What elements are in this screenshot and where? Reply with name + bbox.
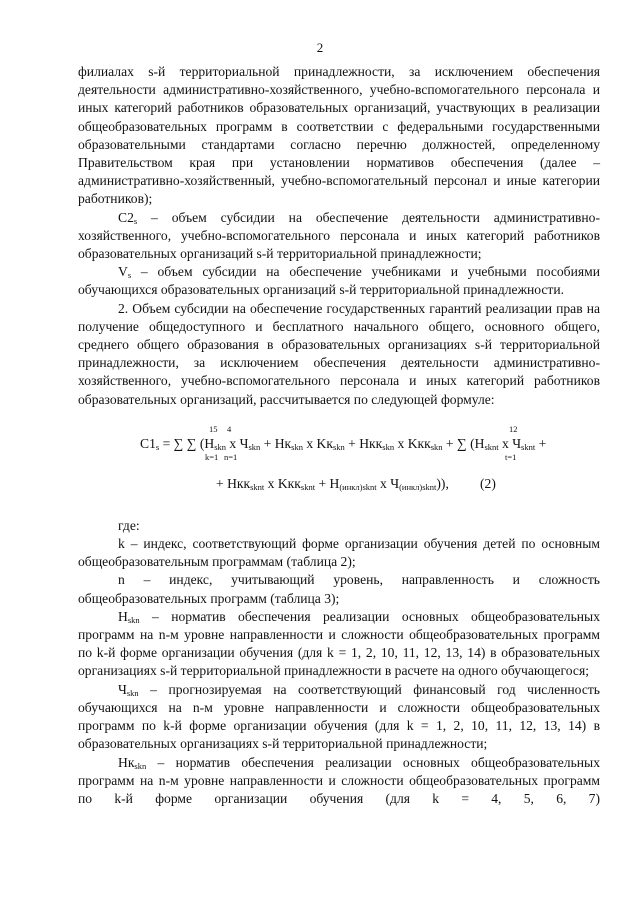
formula-sub: (инкл)sknt — [399, 481, 437, 492]
formula-sub: (инкл)sknt — [339, 481, 377, 492]
formula-sub: sknt — [521, 441, 536, 452]
formula-sub: sknt — [300, 481, 316, 492]
symbol-k: k — [118, 536, 125, 552]
formula-line-2 — [216, 475, 449, 493]
definition-n — [78, 571, 600, 607]
definition-v-text: – объем субсидии на обеспечение учебниками и учебными пособиями обучающихся образовательных организаций s-й территориальной принадлежности. — [78, 264, 600, 298]
paragraph-2: 2. Объем субсидии на обеспечение государственных гарантий реализации прав на получение общедоступного и бесплатного начального общего, основного общего, среднего общего образования в образовательных организациях s-й территориальной принадлежности, за исключением обеспечения деятельности административно-хозяйственного, учебно-вспомогательного персонала и иных категорий работников образовательных организаций, рассчитывается по следующей формуле: — [78, 300, 600, 407]
formula-ch: Ч — [512, 435, 522, 451]
formula-sub: sknt — [484, 441, 499, 452]
formula-2 — [78, 423, 600, 507]
formula-sums: = ∑ ∑ (H — [159, 435, 215, 451]
formula-sub: skn — [291, 441, 303, 452]
formula-plus: + — [535, 435, 547, 451]
sum2-lower: n=1 — [224, 451, 238, 462]
formula-sub: skn — [248, 441, 261, 452]
definition-h-text: – норматив обеспечения реализации основных общеобразовательных программ на n-м уровне направленности и сложности общеобразовательных программ по k-й форме организации обучения (для k = 1, 2, 10, 11, 12, 13, 14) в образовательных организациях s-й территориальной принадлежности в расчете на одного обучающегося; — [78, 608, 600, 679]
sum1-lower: k=1 — [205, 451, 219, 462]
sum1-upper: 15 — [209, 423, 218, 434]
page-number: 2 — [316, 40, 324, 55]
definition-k — [78, 535, 600, 571]
paragraph-filials: филиалах s-й территориальной принадлежности, за исключением обеспечения деятельности административно-хозяйственного, учебно-вспомогательного персонала и иных категорий работников образовательных организаций, участвующих в реализации общеобразовательных программ в соответствии с федеральными государственными образовательными стандартами согласно перечню должностей, определенному Правительством края при установлении нормативов обеспечения (далее – административно-хозяйственный, учебно-вспомогательный персонал и иные категории работников); — [78, 64, 600, 207]
formula-sub: skn — [430, 441, 443, 452]
formula-hkk: + Hкк — [216, 475, 251, 491]
sum3-lower: t=1 — [505, 451, 517, 462]
formula-lhs: C1 — [140, 435, 156, 451]
formula-kkk: x Kкк — [264, 475, 301, 491]
formula-sub: skn — [214, 441, 226, 452]
symbol-c2: C2 — [118, 209, 134, 225]
formula-hk: + Hк — [260, 435, 292, 451]
symbol-c2-sub: s — [133, 215, 138, 226]
formula-hkk: + Hкк — [344, 435, 383, 451]
where-label: где: — [118, 517, 140, 533]
formula-ch: Ч — [239, 435, 249, 451]
definition-c2-text: – объем субсидии на обеспечение деятельности административно-хозяйственного, учебно-вспомогательного персонала и иных категорий работников образовательных организаций s-й территориальной принадлежности; — [78, 209, 600, 262]
formula-kk: x Kк — [302, 435, 333, 451]
formula-number: (2) — [480, 475, 496, 491]
symbol-v: V — [118, 264, 128, 280]
formula-line-1 — [140, 435, 546, 453]
formula-lhs-sub: s — [155, 441, 160, 452]
symbol-h-sub: skn — [127, 614, 140, 625]
formula-times: x — [498, 435, 513, 451]
formula-sub: skn — [382, 441, 395, 452]
symbol-ch-sub: skn — [126, 687, 139, 698]
formula-h: + H — [315, 475, 340, 491]
definition-h — [78, 608, 600, 681]
symbol-hk: Hк — [118, 754, 135, 770]
formula-ch: x Ч — [376, 475, 400, 491]
symbol-h: H — [118, 608, 128, 624]
formula-times: x — [226, 435, 240, 451]
definition-c2 — [78, 209, 600, 264]
formula-kkk: x Kкк — [394, 435, 431, 451]
sum3-upper: 12 — [509, 423, 518, 434]
symbol-hk-sub: skn — [134, 760, 147, 771]
definition-ch-text: – прогнозируемая на соответствующий финансовый год численность обучающихся на n-м уровне направленности и сложности общеобразовательных программ по k-й форме организации обучения (для k = 1, 2, 10, 11, 12, 13, 14) в образовательных организациях s-й территориальной принадлежности; — [78, 681, 600, 752]
definition-hk — [78, 754, 600, 809]
definition-k-text: – индекс, соответствующий форме организации обучения детей по основным общеобразовательным программам (таблица 2); — [78, 536, 600, 570]
formula-sub: skn — [332, 441, 345, 452]
formula-sum3: + ∑ (H — [442, 435, 485, 451]
document-body — [78, 63, 600, 808]
symbol-ch: Ч — [118, 681, 127, 697]
formula-close: )), — [436, 475, 449, 491]
symbol-v-sub: s — [127, 270, 132, 281]
definition-v — [78, 263, 600, 299]
symbol-n: n — [118, 572, 125, 588]
definition-n-text: – индекс, учитывающий уровень, направленность и сложность общеобразовательных программ (таблица 3); — [78, 572, 600, 606]
sum2-upper: 4 — [227, 423, 232, 434]
formula-sub: sknt — [250, 481, 265, 492]
definition-ch — [78, 681, 600, 754]
definition-hk-text: – норматив обеспечения реализации основных общеобразовательных программ на n-м уровне направленности и сложности общеобразовательных программ по k-й форме организации обучения (для k = 4, 5, 6, 7) — [78, 754, 600, 806]
